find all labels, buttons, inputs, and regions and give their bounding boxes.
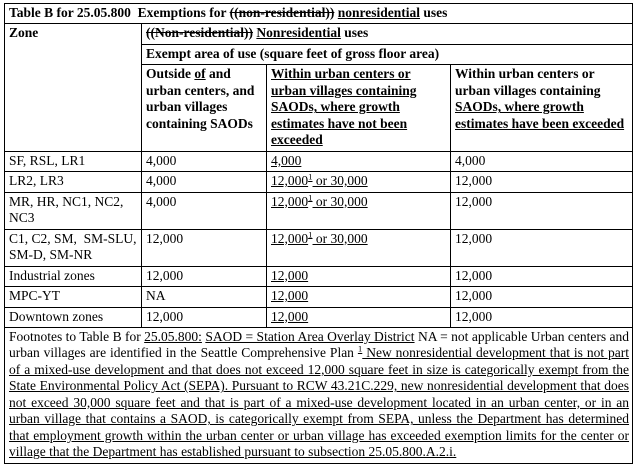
table-row (5, 229, 633, 266)
outside-value-cell (142, 172, 267, 192)
within-exceeded-value-cell (451, 151, 633, 171)
text-run: Exempt area of use (square feet of gross floor area) (146, 45, 440, 61)
table-row (5, 151, 633, 171)
text-run: Zone (9, 25, 39, 41)
text-run: and urban centers, and urban villages containing SAODs (146, 66, 255, 131)
text-run: 4,000 (146, 193, 177, 209)
within-not-exceeded-value-cell (267, 192, 451, 229)
text-run: 12,000 (271, 173, 309, 189)
text-run: SF, RSL, LR1 (9, 152, 86, 168)
col-header-outside-urban-centers (142, 65, 267, 151)
text-run: Footnotes to Table B for (9, 328, 145, 344)
text-run: New nonresidential development that is not part of a mixed-use development and that does not exceed 12,000 square feet in size is categorically exempt from the State Environmental Policy Act (SEPA). Pursuant to RCW 43.21C.229, new nonresidential development that does not exceed 30,000 square feet and that is part of a mixed-use development located in an urban center, or in an urban village that contains a SAOD, is categorically exempt from SEPA, unless the Department has determined that employment growth within the urban center or urban village has exceeded exemption limits for the center or village that the Department has established pursuant to subsection 25.05.800.A.2.i. (9, 345, 630, 460)
text-run: 12,000 (455, 267, 493, 283)
zone-cell (5, 172, 142, 192)
outside-value-cell (142, 307, 267, 327)
outside-value-cell (142, 266, 267, 286)
footnotes-text (5, 327, 633, 463)
text-run: nonresidential (337, 5, 421, 20)
text-run: 1 (308, 229, 313, 240)
within-exceeded-value-cell (451, 287, 633, 307)
zone-cell (5, 266, 142, 286)
text-run: 1 (308, 192, 313, 203)
outside-value-cell (142, 151, 267, 171)
text-run: ((Non-residential)) (146, 25, 253, 41)
outside-value-cell (142, 192, 267, 229)
table-row (5, 287, 633, 307)
uses-header-row (5, 24, 633, 44)
text-run: uses (340, 25, 369, 41)
footnotes-row (5, 327, 633, 463)
text-run: 12,000 (455, 193, 493, 209)
zone-cell (5, 229, 142, 266)
within-exceeded-value-cell (451, 229, 633, 266)
text-run: NA (146, 288, 166, 304)
col-header-within-exceeded (451, 65, 633, 151)
text-run: 4,000 (146, 152, 177, 168)
text-run: Table B for 25.05.800 Exemptions for (9, 5, 230, 20)
text-run: SAODs, where growth estimates have been exceeded (455, 99, 625, 131)
text-run: or 30,000 (312, 230, 368, 246)
text-run: Downtown zones (9, 308, 104, 324)
text-run: 12,000 (271, 288, 309, 304)
text-run: 12,000 (455, 288, 493, 304)
outside-value-cell (142, 229, 267, 266)
uses-header-cell (142, 24, 633, 44)
table-row (5, 307, 633, 327)
text-run: 4,000 (146, 173, 177, 189)
text-run: 25.05.800: (144, 328, 202, 344)
table-row (5, 192, 633, 229)
within-not-exceeded-value-cell (267, 266, 451, 286)
text-run: 4,000 (455, 152, 486, 168)
zone-cell (5, 192, 142, 229)
within-exceeded-value-cell (451, 172, 633, 192)
text-run: LR2, LR3 (9, 173, 64, 189)
text-run: MR, HR, NC1, NC2, NC3 (9, 193, 124, 226)
text-run: or 30,000 (312, 173, 368, 189)
within-not-exceeded-value-cell (267, 151, 451, 171)
col-header-within-not-exceeded (267, 65, 451, 151)
table-row (5, 266, 633, 286)
within-exceeded-value-cell (451, 307, 633, 327)
text-run: 1 (308, 171, 313, 182)
within-not-exceeded-value-cell (267, 172, 451, 192)
text-run: 12,000 (146, 267, 184, 283)
text-run: 4,000 (271, 152, 302, 168)
within-exceeded-value-cell (451, 266, 633, 286)
text-run: SAOD = Station Area Overlay District (205, 328, 415, 344)
text-run: ((non-residential)) (229, 5, 335, 20)
text-run: 12,000 (271, 267, 309, 283)
text-run: 12,000 (271, 308, 309, 324)
table-row (5, 172, 633, 192)
text-run: 12,000 (455, 173, 493, 189)
text-run: NA = not applicable Urban centers and urban villages are identified in the Seattle Comprehensive Plan (9, 328, 630, 361)
exempt-area-cell (142, 44, 633, 64)
within-not-exceeded-value-cell (267, 229, 451, 266)
zone-cell (5, 307, 142, 327)
text-run: of (194, 66, 206, 82)
text-run: 12,000 (271, 193, 309, 209)
text-run: 1 (357, 343, 363, 354)
text-run: MPC-YT (9, 288, 61, 304)
text-run: 12,000 (455, 230, 493, 246)
zone-header-cell (5, 24, 142, 151)
table-title (5, 4, 633, 24)
within-exceeded-value-cell (451, 192, 633, 229)
text-run: or 30,000 (312, 193, 368, 209)
text-run: Industrial zones (9, 267, 95, 283)
text-run: C1, C2, SM, SM-SLU, SM-D, SM-NR (9, 230, 137, 263)
within-not-exceeded-value-cell (267, 287, 451, 307)
text-run: uses (420, 5, 448, 20)
text-run: Within urban centers or urban villages containing SAODs, where growth estimates have not been exceeded (271, 66, 417, 148)
text-run: Outside (146, 66, 195, 82)
text-run: 12,000 (271, 230, 309, 246)
text-run: Within urban centers or urban villages containing (455, 66, 601, 98)
text-run: 12,000 (146, 230, 184, 246)
exemptions-table (4, 3, 633, 464)
text-run: 12,000 (455, 308, 493, 324)
within-not-exceeded-value-cell (267, 307, 451, 327)
text-run: Nonresidential (256, 25, 341, 41)
zone-cell (5, 151, 142, 171)
outside-value-cell (142, 287, 267, 307)
zone-cell (5, 287, 142, 307)
table-title-row (5, 4, 633, 24)
text-run: 12,000 (146, 308, 184, 324)
